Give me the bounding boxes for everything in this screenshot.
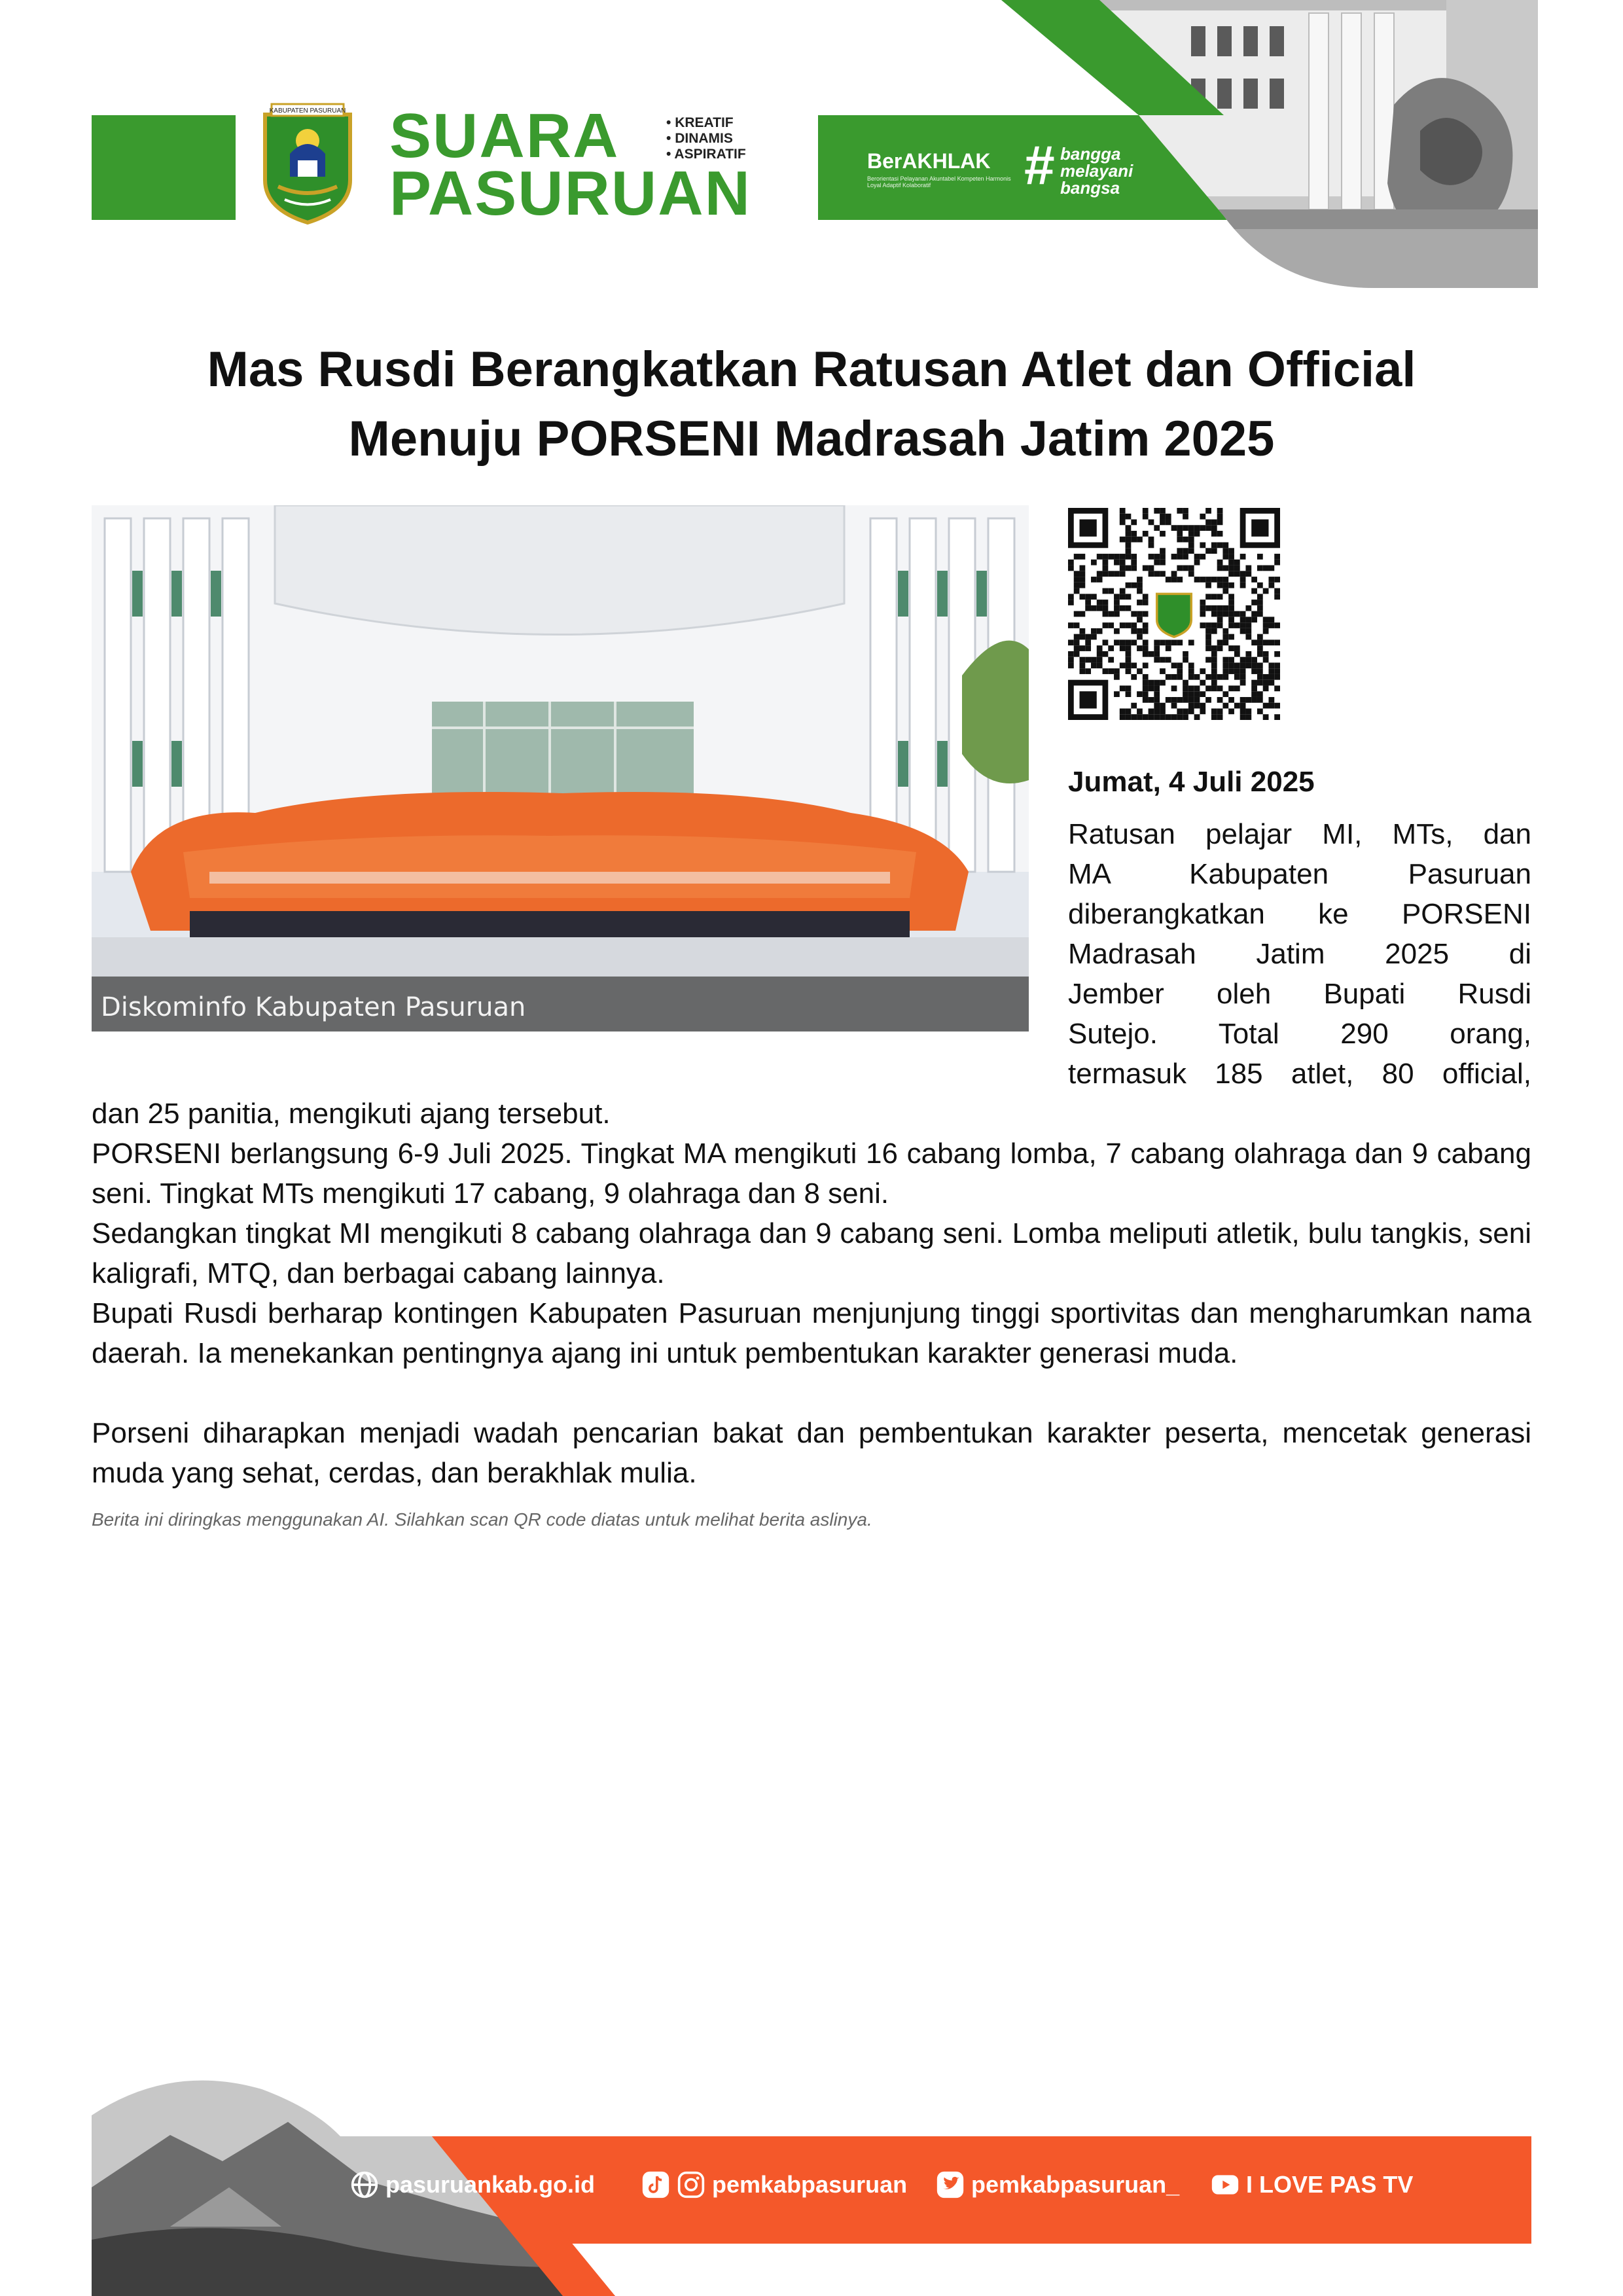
tiktok-icon	[641, 2170, 670, 2199]
photo-caption: Diskominfo Kabupaten Pasuruan	[101, 992, 526, 1022]
group-photo-image	[92, 505, 1029, 1031]
berakhlak-subtitle: Berorientasi Pelayanan Akuntabel Kompeten Harmonis Loyal Adaptif Kolaboratif	[867, 175, 1011, 188]
bangga-line: bangga	[1060, 144, 1121, 164]
brand-line1: SUARA	[389, 101, 620, 171]
paragraph: PORSENI berlangsung 6-9 Juli 2025. Tingkat MA mengikuti 16 cabang lomba, 7 cabang olahraga dan 9 cabang seni. Tingkat MTs mengikuti 17 cabang, 9 olahraga dan 8 seni.	[92, 1138, 1531, 1210]
paragraph: Bupati Rusdi berharap kontingen Kabupaten Pasuruan menjunjung tinggi sportivitas dan mengharumkan nama daerah. Ia menekankan pentingnya ajang ini untuk pembentukan karakter generasi muda.	[92, 1297, 1531, 1369]
tiktok-instagram-label: pemkabpasuruan	[712, 2171, 908, 2198]
twitter-label: pemkabpasuruan_	[971, 2171, 1180, 2198]
youtube-icon	[1211, 2170, 1240, 2199]
title-line: Mas Rusdi Berangkatkan Ratusan Atlet dan Official	[207, 342, 1416, 397]
tagline-item: • DINAMIS	[666, 131, 733, 146]
bangga-line: bangsa	[1060, 178, 1120, 198]
article-title	[92, 335, 1531, 474]
tagline-item: • ASPIRATIF	[666, 147, 746, 162]
twitter-icon	[936, 2170, 965, 2199]
bangga-melayani-bangsa-logo	[1060, 145, 1152, 196]
intro-line: termasuk 185 atlet, 80 official,	[1068, 1058, 1531, 1090]
brand-line2: PASURUAN	[389, 158, 751, 228]
header-bar-left	[92, 115, 236, 220]
instagram-icon	[677, 2170, 705, 2199]
hashtag-icon: #	[1024, 134, 1055, 196]
paragraph: Sedangkan tingkat MI mengikuti 8 cabang olahraga dan 9 cabang seni. Lomba meliputi atletik, bulu tangkis, seni kaligrafi, MTQ, dan berbagai cabang lainnya.	[92, 1217, 1531, 1289]
footer-website[interactable]	[350, 2170, 595, 2199]
intro-line: Ratusan pelajar MI, MTs, dan	[1068, 818, 1531, 850]
paragraph: Porseni diharapkan menjadi wadah pencarian bakat dan pembentukan karakter peserta, mencetak generasi muda yang sehat, cerdas, dan berakhlak mulia.	[92, 1417, 1531, 1489]
berakhlak-logo: BerAKHLAK	[867, 149, 991, 173]
tagline-item: • KREATIF	[666, 115, 734, 130]
footer-youtube[interactable]	[1211, 2170, 1413, 2199]
pasuruan-crest-logo	[259, 101, 357, 226]
globe-icon	[350, 2170, 379, 2199]
youtube-label: I LOVE PAS TV	[1246, 2171, 1414, 2198]
footer-social-tiktok-instagram[interactable]	[641, 2170, 907, 2199]
intro-tail: dan 25 panitia, mengikuti ajang tersebut.	[92, 1098, 611, 1130]
intro-line: MA Kabupaten Pasuruan	[1068, 858, 1531, 890]
intro-line: Madrasah Jatim 2025 di	[1068, 938, 1531, 970]
footer-social-twitter[interactable]	[936, 2170, 1179, 2199]
tagline	[666, 115, 784, 162]
bangga-line: melayani	[1060, 161, 1133, 181]
ai-summary-note: Berita ini diringkas menggunakan AI. Silahkan scan QR code diatas untuk melihat berita aslinya.	[92, 1509, 872, 1530]
intro-paragraph	[1068, 814, 1531, 1094]
intro-line: Sutejo. Total 290 orang,	[1068, 1018, 1531, 1050]
intro-line: diberangkatkan ke PORSENI	[1068, 898, 1531, 930]
logo-label: KABUPATEN PASURUAN	[269, 107, 346, 115]
article-photo	[92, 505, 1029, 1031]
title-line: Menuju PORSENI Madrasah Jatim 2025	[348, 411, 1275, 467]
article-date: Jumat, 4 Juli 2025	[1068, 766, 1315, 798]
qr-code[interactable]	[1068, 508, 1280, 720]
website-label: pasuruankab.go.id	[385, 2171, 596, 2198]
intro-line: Jember oleh Bupati Rusdi	[1068, 978, 1531, 1010]
